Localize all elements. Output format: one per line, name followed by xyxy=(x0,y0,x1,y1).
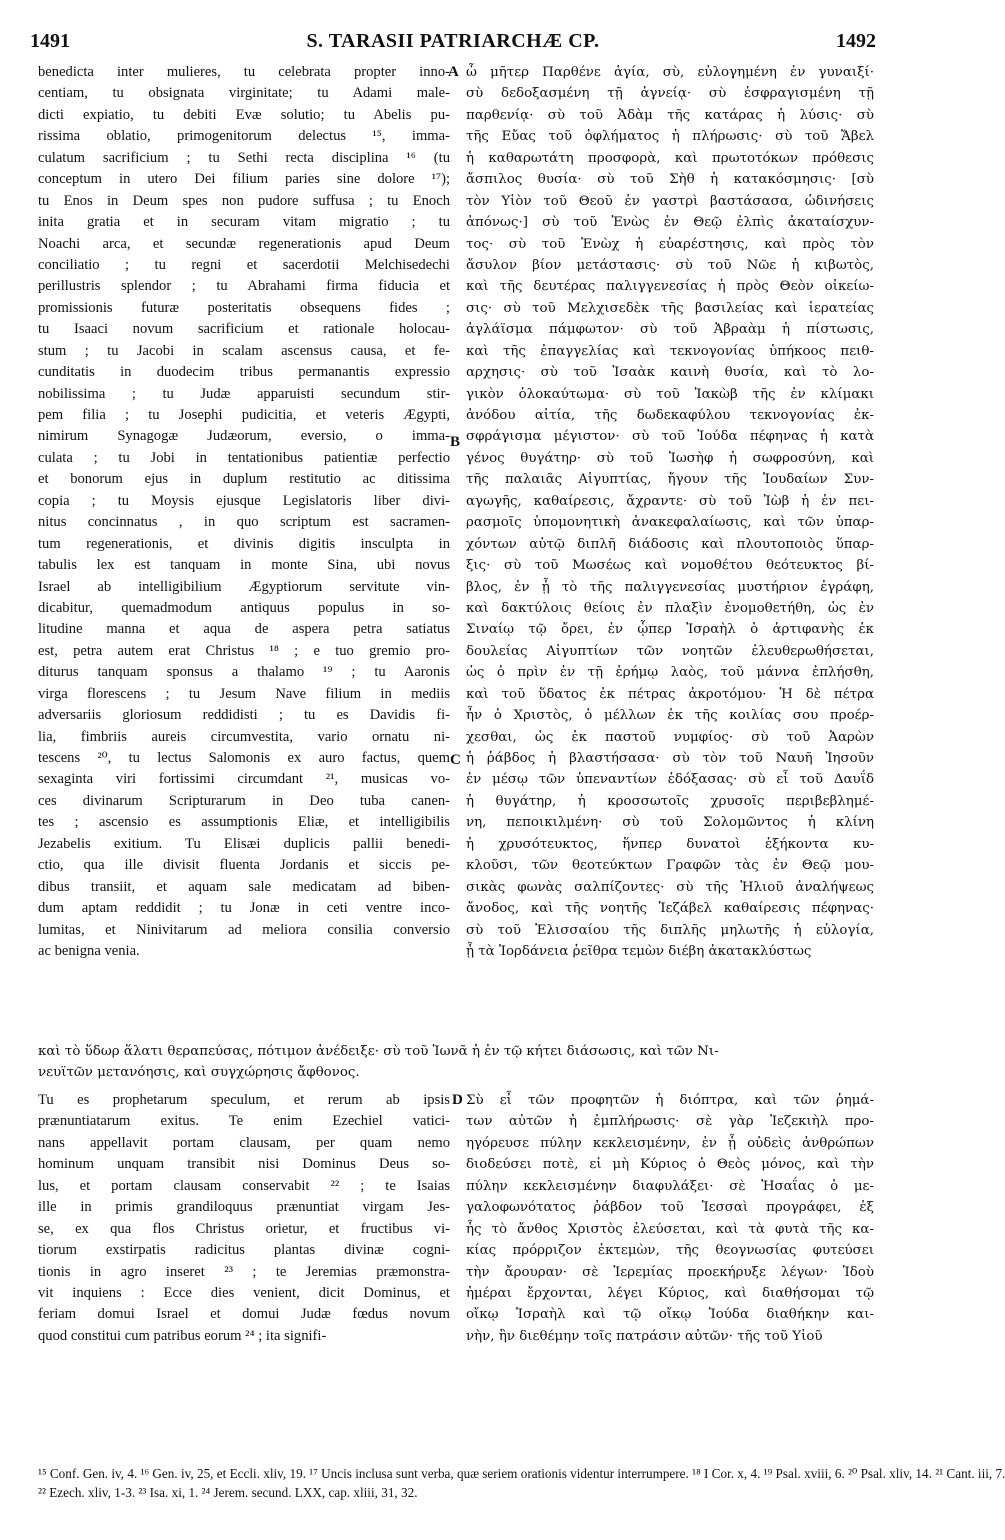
greek-text-line: ᾗ τὰ Ἰορδάνεια ῥεῖθρα τεμὼν διέβη ἀκατακλύστως xyxy=(466,943,812,959)
greek-text-line: διοδεύσει ποτὲ, εἰ μὴ Κύριος ὁ Θεὸς μόνος, καὶ τὴν xyxy=(466,1157,874,1173)
greek-text-line: γικὸν ὁλοκαύτωμα· σὺ τοῦ Ἰακὼβ τῆς ἐν κλίμακι xyxy=(466,386,874,402)
spanning-greek-lines xyxy=(38,1041,874,1084)
greek-text-line: Σὺ εἶ τῶν προφητῶν ἡ διόπτρα, καὶ τῶν ῥημά- xyxy=(466,1093,874,1108)
greek-text-line: ἡ ῥάβδος ἡ βλαστήσασα· σὺ τὸν τοῦ Ναυῆ Ἰησοῦν xyxy=(466,751,874,766)
latin-text-line: tum regenerationis, et divinis digitis insculpta in xyxy=(38,535,450,552)
greek-text-line: ἐν μέσῳ τῶν ὑπεναντίων ἐδόξασας· σὺ εἶ τοῦ Δαυΐδ xyxy=(466,772,874,788)
latin-text-line: ac benigna venia. xyxy=(38,942,140,959)
greek-text-line: χόντων αὐτῷ διπλῆ διάδοσις καὶ πλουτοποιὸς ὕπαρ- xyxy=(466,536,874,552)
spanning-text-line: καὶ τὸ ὕδωρ ἅλατι θεραπεύσας, πότιμον ἀνέδειξε· σὺ τοῦ Ἰωνᾶ ἡ ἐν τῷ κήτει διάσωσις, καὶ τῶν Νι- xyxy=(38,1044,719,1059)
latin-text-line: nitus concinnatus , in quo scriptum est sacramen- xyxy=(38,514,450,531)
latin-text-line: lus, et portam clausam conservabit ²² ; te Isaias xyxy=(38,1177,450,1194)
greek-text-line: ρασμοῖς ὑπομονητικὴ ἀνακεφαλαίωσις, καὶ τῶν ὑπαρ- xyxy=(466,515,874,531)
latin-text-line: culata ; tu Jobi in tentationibus patientiæ perfectio xyxy=(38,449,450,466)
greek-text-line: σις· σὺ τοῦ Μελχισεδὲκ τῆς βασιλείας καὶ ἱερατείας xyxy=(466,300,874,316)
greek-text-line: αρχησις· σὺ τοῦ Ἰσαὰκ καινὴ θυσία, καὶ τὸ λο- xyxy=(466,365,874,381)
greek-text-line: ηγόρευσε πύλην κεκλεισμένην, ἐν ᾗ οὐδεὶς ἀνθρώπων xyxy=(466,1135,874,1151)
latin-text-line: ille in primis grandiloquus prænuntiat virgam Jes- xyxy=(38,1199,450,1216)
footnotes xyxy=(38,1464,1005,1502)
latin-text-line: copia ; tu Moysis ejusque Legislatoris liber divi- xyxy=(38,492,450,509)
latin-text-line: nimirum Synagogæ Judæorum, eversio, o imma- xyxy=(38,428,450,445)
running-title: S. TARASII PATRIARCHÆ CP. xyxy=(306,30,600,52)
greek-text-line: ἡ χρυσότευκτος, ἥνπερ δυνατοὶ ἑξήκοντα κυ- xyxy=(466,836,874,852)
section-marker-c: C xyxy=(450,752,461,768)
greek-column-bottom xyxy=(466,1090,874,1347)
greek-text-line: Σιναίῳ τῷ ὄρει, ἐν ᾧπερ Ἰσραὴλ ὁ ἀρτιφανὴς ἐκ xyxy=(466,622,874,638)
greek-text-line: κίας πρόρριζον ἐκτεμὼν, τῆς θεογνωσίας φυτεύσει xyxy=(466,1243,874,1259)
latin-text-line: dibus transiit, et aquam sale medicatam ad biben- xyxy=(38,878,450,895)
greek-text-line: ἡμέραι ἔρχονται, λέγει Κύριος, καὶ διαθήσομαι τῷ xyxy=(466,1285,874,1301)
greek-text-line: τὴν ἄρουραν· σὲ Ἱερεμίας προεκήρυξε λέγων· Ἰδοὺ xyxy=(466,1264,874,1280)
greek-text-line: γαλοφωνότατος ῥάβδον τοῦ Ἰεσσαὶ προγράφει, ἐξ xyxy=(466,1200,874,1216)
greek-text-line: τος· σὺ τοῦ Ἐνὼχ ἡ εὐαρέστησις, καὶ πρὸς τὸν xyxy=(466,236,874,252)
greek-text-line: σικὰς φωνὰς σαλπίζοντες· σὺ τῆς Ἡλιοῦ ἀναλήψεως xyxy=(466,879,874,895)
latin-text-line: conciliatio ; tu regni et sacerdotii Melchisedechi xyxy=(38,256,450,273)
greek-text-line: ὡς ὁ πρὶν ἐν τῇ ἐρήμῳ λαὸς, τοῦ μάννα ἐπλήσθη, xyxy=(466,665,874,681)
greek-text-line: των αὐτῶν ἡ ἐμπλήρωσις· σὲ γὰρ Ἰεζεκιὴλ προ- xyxy=(466,1114,874,1130)
latin-text-line: centiam, tu obsignata virginitate; tu Adami male- xyxy=(38,85,450,102)
section-marker-a: A xyxy=(448,64,459,80)
latin-text-line: tionis in agro inseret ²³ ; te Jeremias præmonstra- xyxy=(38,1263,450,1280)
greek-text-line: καὶ δακτύλοις θείοις ἐν πλαξὶν ἐνομοθετήθη, ὡς ἐν xyxy=(466,600,874,616)
greek-text-line: νη, πεποικιλμένη· σὺ τοῦ Σολομῶντος ἡ κλίνη xyxy=(466,815,874,831)
greek-text-line: ξις· σὺ τοῦ Μωσέως καὶ νομοθέτου θεότευκτος βί- xyxy=(466,558,874,574)
greek-text-line: κλοῦσι, τῶν θεοτεύκτων Γραφῶν τὰς ἐν Θεῷ μου- xyxy=(466,858,874,874)
latin-text-line: tes ; ascensio es assumptionis Eliæ, et intelligibilis xyxy=(38,814,450,831)
greek-text-line: οἴκῳ Ἰσραὴλ καὶ τῷ οἴκῳ Ἰούδα διαθήκην και- xyxy=(466,1307,874,1323)
latin-text-line: hominum unquam transibit nisi Dominus Deus so- xyxy=(38,1156,450,1173)
greek-text-line: ἡ θυγάτηρ, ἡ κροσσωτοῖς χρυσοῖς περιβεβλημέ- xyxy=(466,793,874,809)
latin-text-line: dicabitur, quemadmodum antiquus populus in so- xyxy=(38,599,450,616)
latin-text-line: stum ; tu Jacobi in scalam ascensus causa, et fe- xyxy=(38,342,450,359)
latin-text-line: ces divinarum Scripturarum in Deo tuba canen- xyxy=(38,792,450,809)
latin-text-line: sexaginta viri fortissimi circumdant ²¹, musicas vo- xyxy=(38,771,450,788)
greek-text-line: ἄνοδος, καὶ τῆς νοητῆς Ἰεζάβελ καθαίρεσις πέφηνας· xyxy=(466,901,874,917)
latin-text-line: est, petra autem erat Christus ¹⁸ ; e tuo gremio pro- xyxy=(38,642,450,659)
footnote-line: ¹⁵ Conf. Gen. iv, 4. ¹⁶ Gen. iv, 25, et Eccli. xliv, 19. ¹⁷ Uncis inclusa sunt verba, quæ seriem orationis videntur interrumpere. ¹⁸ I Cor. x, 4. ¹⁹ Psal. xviii, 6. ²⁰ Psal. xliv, 14. ²¹ Cant. iii, 7. xyxy=(38,1466,1005,1481)
greek-text-line: ἀνόδου αἰτία, τῆς δωδεκαφύλου τεκνογονίας ἐκ- xyxy=(466,408,874,423)
section-marker-b: B xyxy=(450,434,461,450)
greek-text-line: ἄσπιλος θυσία· σὺ τοῦ Σὴθ ἡ κατακόσμησις· [σὺ xyxy=(466,172,874,188)
greek-text-line: αγωγῆς, καθαίρεσις, ἄχραντε· σὺ τοῦ Ἰὼβ ἡ ἐν πει- xyxy=(466,493,874,509)
latin-text-line: dicti expiatio, tu debiti Evæ solutio; tu Abelis pu- xyxy=(38,106,450,123)
greek-text-line: νὴν, ἣν διεθέμην τοῖς πατράσιν αὐτῶν· τῆς τοῦ Υἱοῦ xyxy=(466,1328,823,1344)
greek-text-line: ἦν ὁ Χριστὸς, ὁ μέλλων ἐκ τῆς κοιλίας σου προέρ- xyxy=(466,708,874,724)
latin-text-line: litudine manna et aqua de aspera petra satiatus xyxy=(38,621,450,638)
latin-text-line: conceptum in utero Dei filium paries sine dolore ¹⁷); xyxy=(38,171,450,188)
latin-text-line: inita gratia et in securam vitam migratio ; tu xyxy=(38,214,450,231)
latin-text-line: et bonorum ejus in duplum restitutio ac ditissima xyxy=(38,471,450,488)
latin-text-line: perillustris splendor ; tu Abrahami firma fiducia et xyxy=(38,278,450,295)
latin-text-line: culatum sacrificium ; tu Sethi recta disciplina ¹⁶ (tu xyxy=(38,149,450,166)
latin-text-line: dum aptam reddidit ; tu Jonæ in ceti ventre inco- xyxy=(38,900,450,917)
latin-text-line: tu Enos in Deum spes non pudore suffusa ; tu Enoch xyxy=(38,192,450,209)
latin-column-top xyxy=(38,62,450,962)
latin-text-line: rissima oblatio, primogenitorum delectus ¹⁵, imma- xyxy=(38,128,450,145)
spanning-text-line: νευϊτῶν μετανόησις, καὶ συγχώρησις ἄφθονος. xyxy=(38,1065,360,1081)
greek-column-top xyxy=(466,62,874,962)
greek-text-line: ἄσυλον βίον μετάστασις· σὺ τοῦ Νῶε ἡ κιβωτὸς, xyxy=(466,257,874,273)
greek-text-line: καὶ τοῦ ὕδατος ἐκ πέτρας ἀκροτόμου· Ἡ δὲ πέτρα xyxy=(466,686,874,702)
greek-text-line: χεσθαι, ὡς ἐκ παστοῦ νυμφίος· σὺ τοῦ Ἀαρὼν xyxy=(466,729,874,745)
page-header xyxy=(30,30,876,56)
page-number-right: 1492 xyxy=(836,30,876,52)
greek-text-line: ὦ μῆτερ Παρθένε ἁγία, σὺ, εὐλογημένη ἐν γυναιξί· xyxy=(466,65,874,80)
greek-text-line: τῆς Εὔας τοῦ ὀφλήματος ἡ πλήρωσις· σὺ τοῦ Ἄβελ xyxy=(466,129,874,145)
latin-text-line: feriam domui Israel et domui Judæ fœdus novum xyxy=(38,1306,450,1323)
greek-text-line: ἧς τὸ ἄνθος Χριστὸς ἐλεύσεται, καὶ τὰ φυτὰ τῆς κα- xyxy=(466,1221,874,1237)
latin-text-line: nans appellavit portam clausam, per quam nemo xyxy=(38,1134,450,1151)
latin-text-line: Tu es prophetarum speculum, et rerum ab ipsis xyxy=(38,1092,450,1108)
greek-text-line: πύλην κεκλεισμένην διαφυλάξει· σὲ Ἡσαΐας ὁ με- xyxy=(466,1178,874,1194)
greek-text-line: σὺ δεδοξασμένη τῇ ἁγνείᾳ· σὺ ἐσφραγισμένη τῇ xyxy=(466,86,874,102)
latin-text-line: quod constitui cum patribus eorum ²⁴ ; ita signifi- xyxy=(38,1327,327,1344)
latin-text-line: tabulis lex est tanquam in monte Sina, ubi novus xyxy=(38,557,450,574)
greek-text-line: δουλείας Αἰγυπτίων τῶν νοητῶν ἐλευθερωθήσεται, xyxy=(466,643,874,659)
latin-text-line: cunditatis in duodecim tribus permanantis expressio xyxy=(38,364,450,381)
latin-text-line: benedicta inter mulieres, tu celebrata propter inno- xyxy=(38,64,450,80)
latin-text-line: nobilissima ; tu Judæ apparuisti secundum stir- xyxy=(38,385,450,402)
page-number-left: 1491 xyxy=(30,30,70,52)
latin-text-line: Israel ab intelligibilium Ægyptiorum servitute vin- xyxy=(38,578,450,595)
latin-text-line: lia, fimbriis aureis circumvestita, vario ornatu ni- xyxy=(38,728,450,745)
latin-text-line: ctio, qua ille divisit fluenta Jordanis et siccis pe- xyxy=(38,857,450,874)
latin-text-line: Noachi arca, et secundæ regenerationis apud Deum xyxy=(38,235,450,252)
latin-text-line: pem filia ; tu Josephi pudicitia, et veteris Ægypti, xyxy=(38,407,450,423)
greek-text-line: τῆς παλαιᾶς Αἰγυπτίας, ἤγουν τῆς Ἰουδαίων Συν- xyxy=(466,472,874,488)
latin-text-line: lumitas, et Ninivitarum ad meliora consilia conversio xyxy=(38,921,450,938)
greek-text-line: καὶ τῆς δευτέρας παλιγγενεσίας ἡ πρὸς Θεὸν οἰκείω- xyxy=(466,279,874,295)
greek-text-line: γένος θυγάτηρ· σὺ τοῦ Ἰωσὴφ ἡ σωφροσύνη, καὶ xyxy=(466,450,874,466)
greek-text-line: ἀπόνως·] σὺ τοῦ Ἐνὼς ἐν Θεῷ ἐλπὶς ἀκαταίσχυν- xyxy=(466,215,874,231)
greek-text-line: ἡ καθαρωτάτη προσφορὰ, καὶ πρωτοτόκων πρόθεσις xyxy=(466,150,874,166)
latin-text-line: virga florescens ; tu Jesum Nave filium in mediis xyxy=(38,685,450,702)
greek-text-line: σὺ τοῦ Ἐλισσαίου τῆς διπλῆς μηλωτῆς ἡ εὐλογία, xyxy=(466,922,874,938)
latin-text-line: adversariis gloriosum reddidisti ; tu es Davidis fi- xyxy=(38,707,450,724)
latin-column-bottom xyxy=(38,1090,450,1347)
greek-text-line: ἀγλάϊσμα πάμφωτον· σὺ τοῦ Ἀβραὰμ ἡ πίστωσις, xyxy=(466,322,874,338)
footnote-line: ²² Ezech. xliv, 1-3. ²³ Isa. xi, 1. ²⁴ Jerem. secund. LXX, cap. xliii, 31, 32. xyxy=(38,1485,418,1500)
section-marker-d: D xyxy=(452,1092,463,1108)
latin-text-line: promissionis futuræ posteritatis obsequens fides ; xyxy=(38,299,450,316)
latin-text-line: vit inquiens : Ecce dies venient, dicit Dominus, et xyxy=(38,1284,450,1301)
greek-text-line: τὸν Υἱὸν τοῦ Θεοῦ ἐν γαστρὶ βαστάσασα, ὠδινήσεις xyxy=(466,193,874,209)
latin-text-line: se, ex qua flos Christus orietur, et fructibus vi- xyxy=(38,1220,450,1237)
latin-text-line: tiorum exstirpatis radicitus plantas divinæ cogni- xyxy=(38,1242,450,1259)
latin-text-line: diturus tanquam sponsus a thalamo ¹⁹ ; tu Aaronis xyxy=(38,664,450,681)
greek-text-line: σφράγισμα μέγιστον· σὺ τοῦ Ἰούδα πέφηνας ἡ κατὰ xyxy=(466,429,874,445)
greek-text-line: παρθενίᾳ· σὺ τοῦ Ἀδὰμ τῆς κατάρας ἡ λύσις· σὺ xyxy=(466,107,874,123)
latin-text-line: Jezabelis exitium. Tu Elisæi duplicis pallii benedi- xyxy=(38,835,450,852)
greek-text-line: καὶ τῆς ἐπαγγελίας καὶ τεκνογονίας ὑπήκοος πειθ- xyxy=(466,343,874,359)
latin-text-line: tu Isaaci novum sacrificium et rationale holocau- xyxy=(38,321,450,338)
latin-text-line: tescens ²⁰, tu lectus Salomonis ex auro factus, quem xyxy=(38,750,450,766)
latin-text-line: prænuntiatarum exitus. Te enim Ezechiel vatici- xyxy=(38,1113,450,1130)
greek-text-line: βλος, ἐν ᾗ τὸ τῆς παλιγγενεσίας μυστήριον ἐγράφη, xyxy=(466,579,874,595)
